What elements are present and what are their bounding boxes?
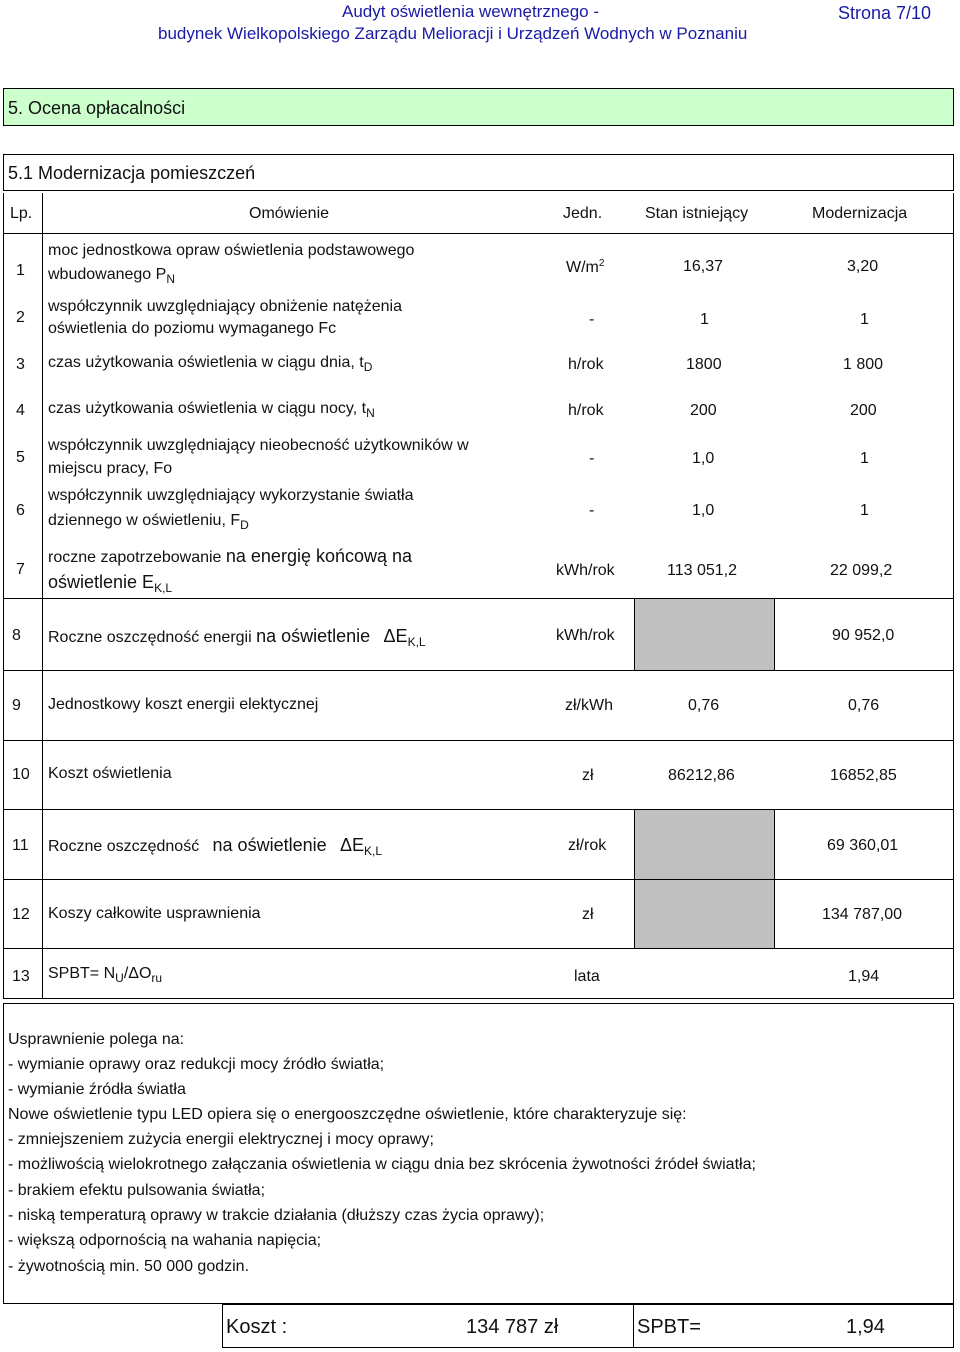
row-existing-value: 86212,86 bbox=[668, 767, 735, 784]
row-description: Koszt oświetlenia bbox=[48, 765, 172, 782]
row-number: 1 bbox=[16, 262, 25, 279]
row-number: 13 bbox=[12, 968, 30, 985]
row-description: moc jednostkowa opraw oświetlenia podstawowego bbox=[48, 242, 415, 259]
header-title: Audyt oświetlenia wewnętrznego - bbox=[342, 2, 600, 21]
row-divider bbox=[3, 948, 954, 949]
note-line: - niską temperaturą oprawy w trakcie działania (dłuższy czas życia oprawy); bbox=[8, 1207, 545, 1224]
row-unit: - bbox=[589, 311, 595, 328]
row-divider bbox=[3, 809, 954, 810]
row-modern-value: 200 bbox=[850, 402, 877, 419]
row-modern-value: 134 787,00 bbox=[822, 906, 903, 923]
note-line: - możliwością wielokrotnego załączania oświetlenia w ciągu dnia bez skrócenia żywotności źródeł światła; bbox=[8, 1156, 756, 1173]
row-unit: - bbox=[589, 450, 595, 467]
column-divider bbox=[634, 599, 635, 670]
row-unit: zł bbox=[582, 767, 594, 784]
header-unit: Jedn. bbox=[563, 205, 603, 222]
spbt-label: SPBT= bbox=[637, 1316, 701, 1338]
section-heading: 5. Ocena opłacalności bbox=[3, 88, 954, 126]
header-lp: Lp. bbox=[10, 205, 33, 222]
row-unit: - bbox=[589, 502, 595, 519]
shaded-cell bbox=[634, 880, 774, 948]
row-existing-value: 1 bbox=[700, 311, 709, 328]
shaded-cell bbox=[634, 810, 774, 879]
row-modern-value: 1 bbox=[860, 450, 869, 467]
row-description: roczne zapotrzebowanie na energię końcową na bbox=[48, 546, 413, 566]
header-subtitle: budynek Wielkopolskiego Zarządu Melioracji i Urządzeń Wodnych w Poznaniu bbox=[158, 24, 748, 43]
spbt-value: 1,94 bbox=[846, 1316, 885, 1338]
row-unit: kWh/rok bbox=[556, 627, 615, 644]
row-modern-value: 1 800 bbox=[843, 356, 884, 373]
row-number: 10 bbox=[12, 766, 30, 783]
column-divider bbox=[774, 810, 775, 948]
row-existing-value: 1800 bbox=[686, 356, 722, 373]
cost-label: Koszt : bbox=[226, 1316, 288, 1338]
row-description: wbudowanego $P_N$ bbox=[48, 266, 175, 286]
header-description: Omówienie bbox=[249, 205, 330, 222]
cost-value: 134 787 zł bbox=[466, 1316, 559, 1338]
note-line: - wymianie oprawy oraz redukcji mocy źródło światła; bbox=[8, 1056, 385, 1073]
shaded-cell bbox=[634, 599, 774, 670]
row-unit: $W/m^2$ bbox=[566, 258, 605, 276]
row-divider bbox=[3, 879, 954, 880]
note-line: - wymianie źródła światła bbox=[8, 1081, 186, 1098]
row-unit: kWh/rok bbox=[556, 562, 615, 579]
column-divider bbox=[634, 810, 635, 948]
row-number: 5 bbox=[16, 449, 25, 466]
row-number: 3 bbox=[16, 356, 25, 373]
row-divider bbox=[3, 233, 954, 234]
row-unit: lata bbox=[574, 968, 600, 985]
row-description: SPBT= $N_U/\Delta O_{ru}$ bbox=[48, 965, 163, 985]
note-line: - żywotnością min. 50 000 godzin. bbox=[8, 1258, 250, 1275]
note-line: - brakiem efektu pulsowania światła; bbox=[8, 1182, 266, 1199]
row-description: czas użytkowania oświetlenia w ciągu nocy, $t_N$ bbox=[48, 400, 375, 420]
page-number: Strona 7/10 bbox=[838, 3, 932, 23]
row-modern-value: 3,20 bbox=[847, 258, 879, 275]
row-description: czas użytkowania oświetlenia w ciągu dnia, $t_D$ bbox=[48, 354, 373, 374]
row-existing-value: 1,0 bbox=[692, 502, 715, 519]
row-modern-value: 1,94 bbox=[848, 968, 880, 985]
row-description: Roczne oszczędność na oświetlenie $\Delta E_{K,L}$ bbox=[48, 835, 382, 858]
row-number: 12 bbox=[12, 906, 30, 923]
row-number: 4 bbox=[16, 402, 25, 419]
row-number: 6 bbox=[16, 502, 25, 519]
row-number: 7 bbox=[16, 561, 25, 578]
row-description: miejscu pracy, Fo bbox=[48, 460, 173, 477]
summary-divider bbox=[633, 1305, 634, 1347]
row-description: oświetlenie $E_{K,L}$ bbox=[48, 572, 173, 595]
row-unit: zł/kWh bbox=[565, 697, 613, 714]
table-border bbox=[3, 998, 954, 999]
row-modern-value: 0,76 bbox=[848, 697, 880, 714]
row-divider bbox=[3, 598, 954, 599]
row-unit: zł bbox=[582, 906, 594, 923]
header-existing: Stan istniejący bbox=[645, 205, 749, 222]
row-modern-value: 1 bbox=[860, 311, 869, 328]
row-description: oświetlenia do poziomu wymaganego Fc bbox=[48, 320, 337, 337]
note-line: Nowe oświetlenie typu LED opiera się o energooszczędne oświetlenie, które charakteryzuje się: bbox=[8, 1106, 687, 1123]
row-existing-value: 16,37 bbox=[683, 258, 724, 275]
row-modern-value: 22 099,2 bbox=[830, 562, 893, 579]
row-modern-value: 90 952,0 bbox=[832, 627, 895, 644]
row-number: 9 bbox=[12, 697, 21, 714]
row-existing-value: 0,76 bbox=[688, 697, 720, 714]
row-description: dziennego w oświetleniu, $F_D$ bbox=[48, 512, 249, 532]
row-existing-value: 200 bbox=[690, 402, 717, 419]
notes-box bbox=[3, 1003, 954, 1304]
note-line: - zmniejszeniem zużycia energii elektrycznej i mocy oprawy; bbox=[8, 1131, 434, 1148]
row-description: współczynnik uwzględniający wykorzystanie światła bbox=[48, 487, 414, 504]
note-line: - większą odpornością na wahania napięcia; bbox=[8, 1232, 322, 1249]
row-modern-value: 16852,85 bbox=[830, 767, 897, 784]
row-existing-value: 1,0 bbox=[692, 450, 715, 467]
row-description: Koszy całkowite usprawnienia bbox=[48, 905, 261, 922]
row-number: 11 bbox=[12, 837, 29, 854]
row-number: 2 bbox=[16, 309, 25, 326]
row-divider bbox=[3, 740, 954, 741]
row-description: Jednostkowy koszt energii elektycznej bbox=[48, 696, 319, 713]
row-unit: h/rok bbox=[568, 356, 604, 373]
subsection-heading: 5.1 Modernizacja pomieszczeń bbox=[3, 154, 954, 191]
header-modernization: Modernizacja bbox=[812, 205, 908, 222]
row-unit: h/rok bbox=[568, 402, 604, 419]
row-number: 8 bbox=[12, 627, 21, 644]
row-divider bbox=[3, 670, 954, 671]
row-modern-value: 1 bbox=[860, 502, 869, 519]
row-description: Roczne oszczędność energii na oświetlenie $\Delta E_{K,L}$ bbox=[48, 626, 426, 649]
row-modern-value: 69 360,01 bbox=[827, 837, 899, 854]
summary-box bbox=[222, 1304, 954, 1348]
row-description: współczynnik uwzględniający nieobecność użytkowników w bbox=[48, 437, 469, 454]
column-divider bbox=[774, 599, 775, 670]
row-description: współczynnik uwzględniający obniżenie natężenia bbox=[48, 298, 402, 315]
row-existing-value: 113 051,2 bbox=[667, 562, 737, 579]
note-line: Usprawnienie polega na: bbox=[8, 1031, 185, 1048]
row-unit: zł/rok bbox=[568, 837, 607, 854]
